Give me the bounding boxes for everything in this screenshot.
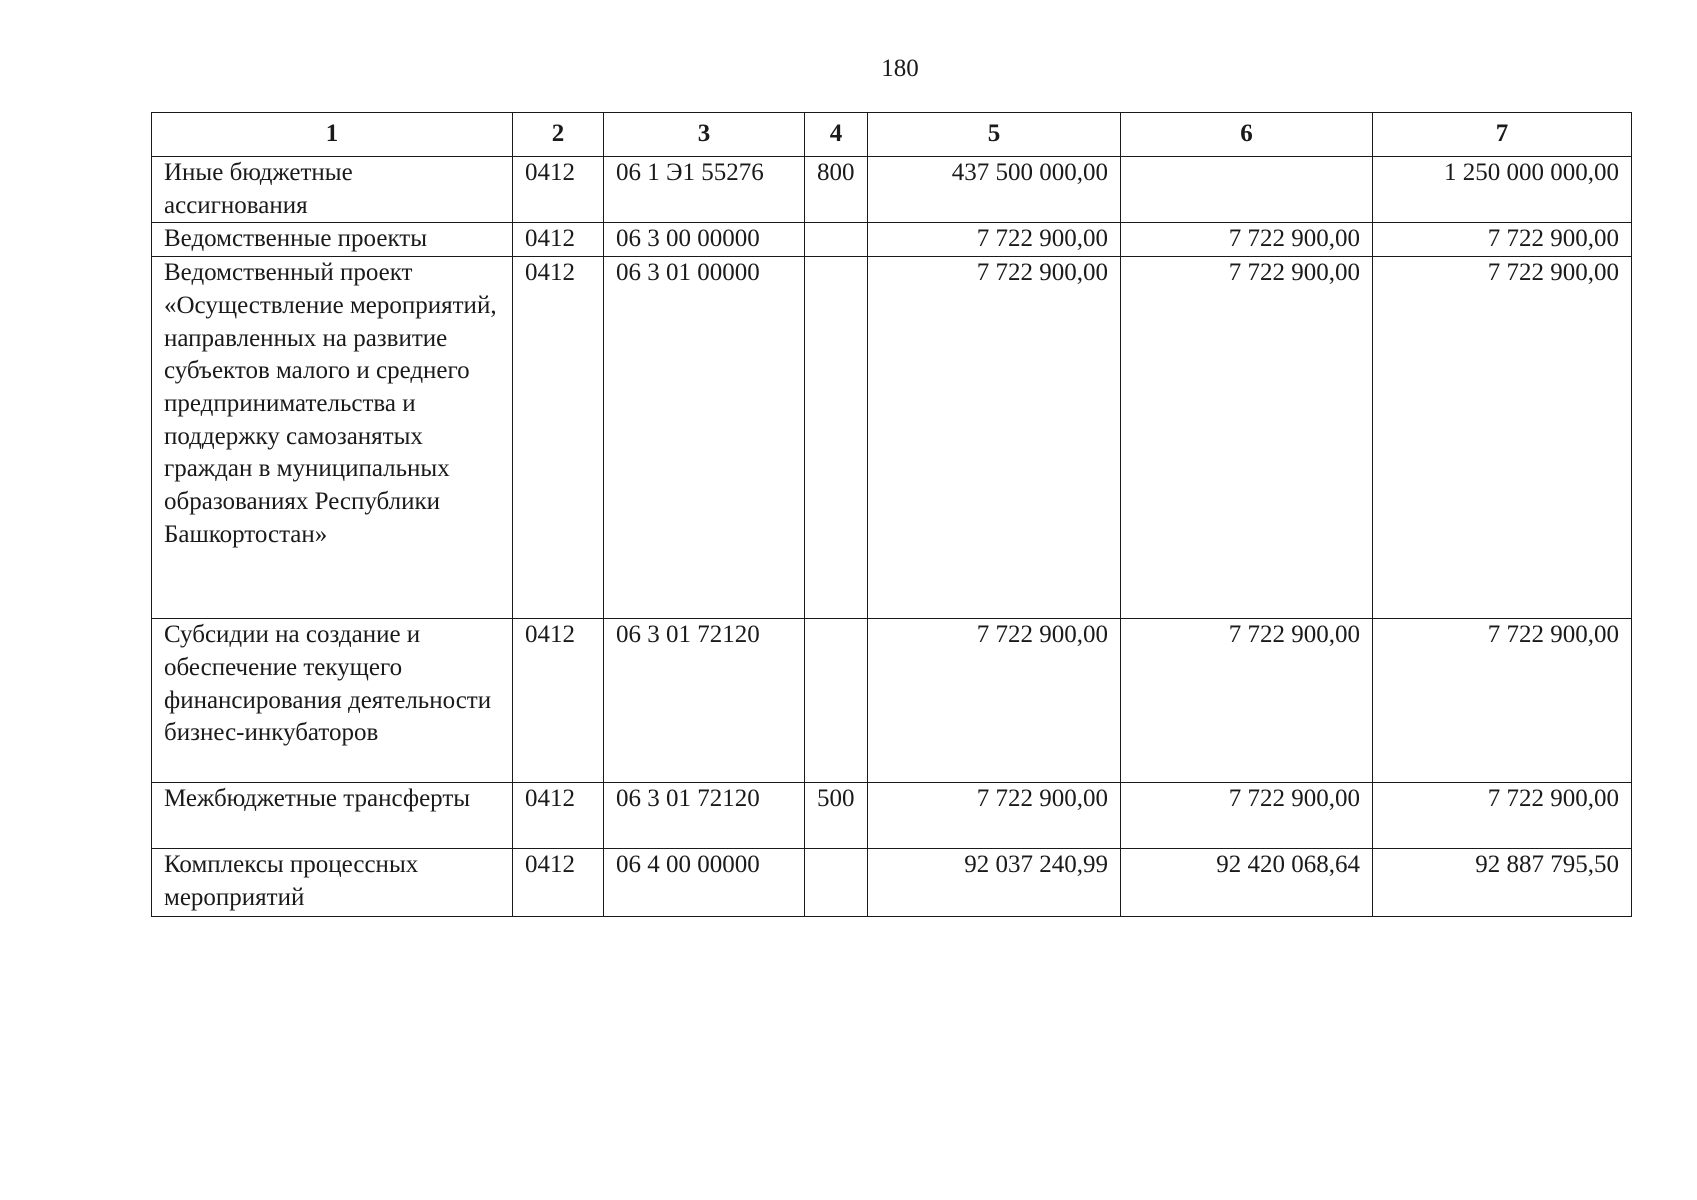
cell-target-code: 06 3 01 00000 <box>604 257 805 619</box>
cell-name: Субсидии на создание и обеспечение текущего финансирования деятельности бизнес-инкубаторов <box>152 619 513 783</box>
table-body <box>152 157 1632 917</box>
page-number: 180 <box>881 55 919 82</box>
cell-section: 0412 <box>513 257 604 619</box>
table-row <box>152 223 1632 257</box>
cell-sum-6: 7 722 900,00 <box>1121 223 1373 257</box>
cell-sum-5: 92 037 240,99 <box>868 849 1121 917</box>
cell-target-code: 06 3 01 72120 <box>604 783 805 849</box>
cell-name: Комплексы процессных мероприятий <box>152 849 513 917</box>
cell-section: 0412 <box>513 783 604 849</box>
header-col-2: 2 <box>513 113 604 157</box>
header-col-7: 7 <box>1373 113 1632 157</box>
table-row <box>152 849 1632 917</box>
cell-target-code: 06 1 Э1 55276 <box>604 157 805 223</box>
header-col-4: 4 <box>805 113 868 157</box>
table-row <box>152 157 1632 223</box>
cell-expense-type: 500 <box>805 783 868 849</box>
budget-table <box>151 112 1632 917</box>
cell-expense-type <box>805 257 868 619</box>
cell-name: Межбюджетные трансферты <box>152 783 513 849</box>
cell-section: 0412 <box>513 157 604 223</box>
cell-sum-6: 7 722 900,00 <box>1121 257 1373 619</box>
header-col-6: 6 <box>1121 113 1373 157</box>
cell-sum-7: 7 722 900,00 <box>1373 619 1632 783</box>
header-col-3: 3 <box>604 113 805 157</box>
header-row <box>152 113 1632 157</box>
header-col-5: 5 <box>868 113 1121 157</box>
cell-sum-5: 437 500 000,00 <box>868 157 1121 223</box>
cell-section: 0412 <box>513 619 604 783</box>
cell-sum-5: 7 722 900,00 <box>868 619 1121 783</box>
cell-sum-7: 7 722 900,00 <box>1373 783 1632 849</box>
cell-sum-7: 7 722 900,00 <box>1373 257 1632 619</box>
table-row <box>152 619 1632 783</box>
cell-sum-7: 1 250 000 000,00 <box>1373 157 1632 223</box>
cell-section: 0412 <box>513 849 604 917</box>
table-header <box>152 113 1632 157</box>
cell-expense-type <box>805 849 868 917</box>
cell-sum-6: 7 722 900,00 <box>1121 783 1373 849</box>
header-col-1: 1 <box>152 113 513 157</box>
table-row <box>152 783 1632 849</box>
cell-sum-7: 7 722 900,00 <box>1373 223 1632 257</box>
cell-sum-5: 7 722 900,00 <box>868 783 1121 849</box>
cell-sum-6: 7 722 900,00 <box>1121 619 1373 783</box>
cell-sum-5: 7 722 900,00 <box>868 223 1121 257</box>
cell-expense-type <box>805 619 868 783</box>
cell-expense-type: 800 <box>805 157 868 223</box>
cell-name: Иные бюджетные ассигнования <box>152 157 513 223</box>
cell-sum-5: 7 722 900,00 <box>868 257 1121 619</box>
cell-name: Ведомственные проекты <box>152 223 513 257</box>
cell-name: Ведомственный проект «Осуществление мероприятий, направленных на развитие субъектов малого и среднего предпринимательства и поддержку самозанятых граждан в муниципальных образованиях Республики Башкортостан» <box>152 257 513 619</box>
cell-target-code: 06 3 01 72120 <box>604 619 805 783</box>
cell-sum-7: 92 887 795,50 <box>1373 849 1632 917</box>
cell-section: 0412 <box>513 223 604 257</box>
cell-sum-6 <box>1121 157 1373 223</box>
table-row <box>152 257 1632 619</box>
cell-target-code: 06 3 00 00000 <box>604 223 805 257</box>
cell-sum-6: 92 420 068,64 <box>1121 849 1373 917</box>
cell-target-code: 06 4 00 00000 <box>604 849 805 917</box>
cell-expense-type <box>805 223 868 257</box>
